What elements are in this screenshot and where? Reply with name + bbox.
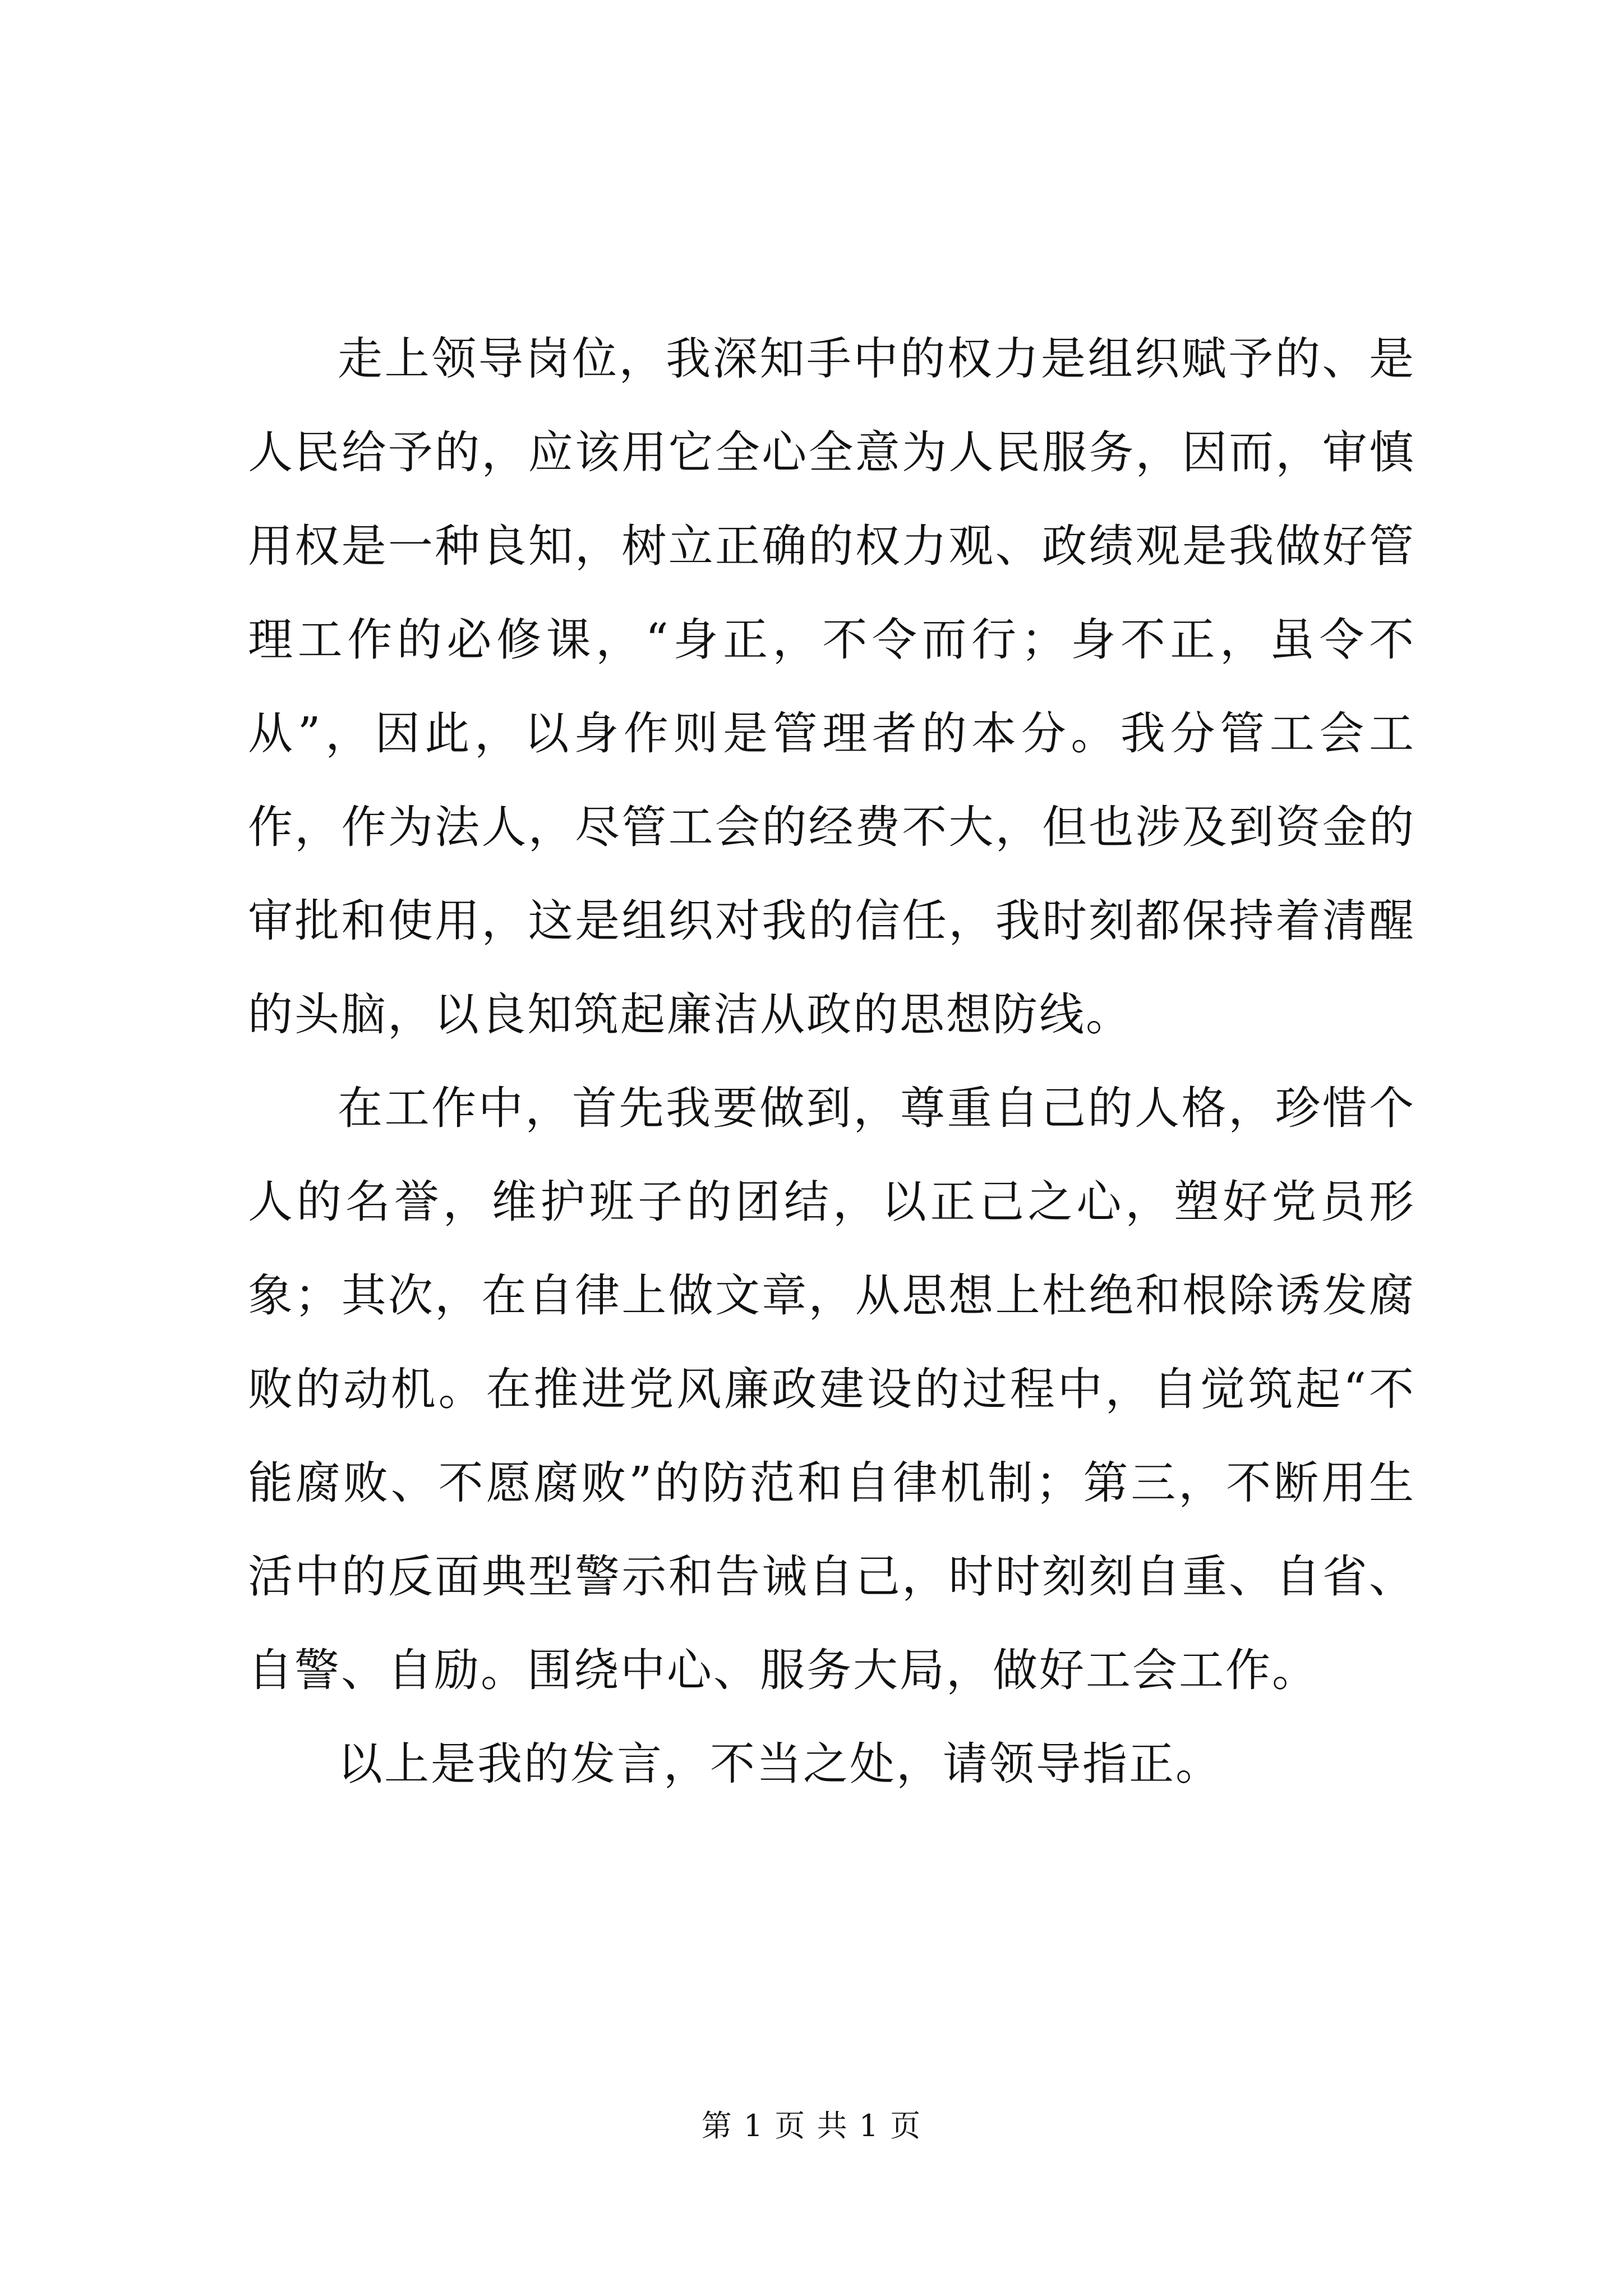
- paragraph-2: 在工作中，首先我要做到，尊重自己的人格，珍惜个人的名誉，维护班子的团结，以正己之心，塑好党员形象；其次，在自律上做文章，从思想上杜绝和根除诱发腐败的动机。在推进党风廉政建设的过程中，自觉筑起“不能腐败、不愿腐败”的防范和自律机制；第三，不断用生活中的反面典型警示和告诫自己，时时刻刻自重、自省、自警、自励。围绕中心、服务大局，做好工会工作。: [248, 1082, 1415, 1696]
- paragraph-3: 以上是我的发言，不当之处，请领导指正。: [338, 1738, 1222, 1790]
- page-number-footer: 第 1 页 共 1 页: [701, 2108, 922, 2143]
- paragraph-1: 走上领导岗位，我深知手中的权力是组织赋予的、是人民给予的，应该用它全心全意为人民服务，因而，审慎用权是一种良知，树立正确的权力观、政绩观是我做好管理工作的必修课，“身正，不令而行；身不正，虽令不从”，因此，以身作则是管理者的本分。我分管工会工作，作为法人，尽管工会的经费不大，但也涉及到资金的审批和使用，这是组织对我的信任，我时刻都保持着清醒的头脑，以良知筑起廉洁从政的思想防线。: [248, 333, 1415, 1041]
- document-body: [248, 312, 1415, 1811]
